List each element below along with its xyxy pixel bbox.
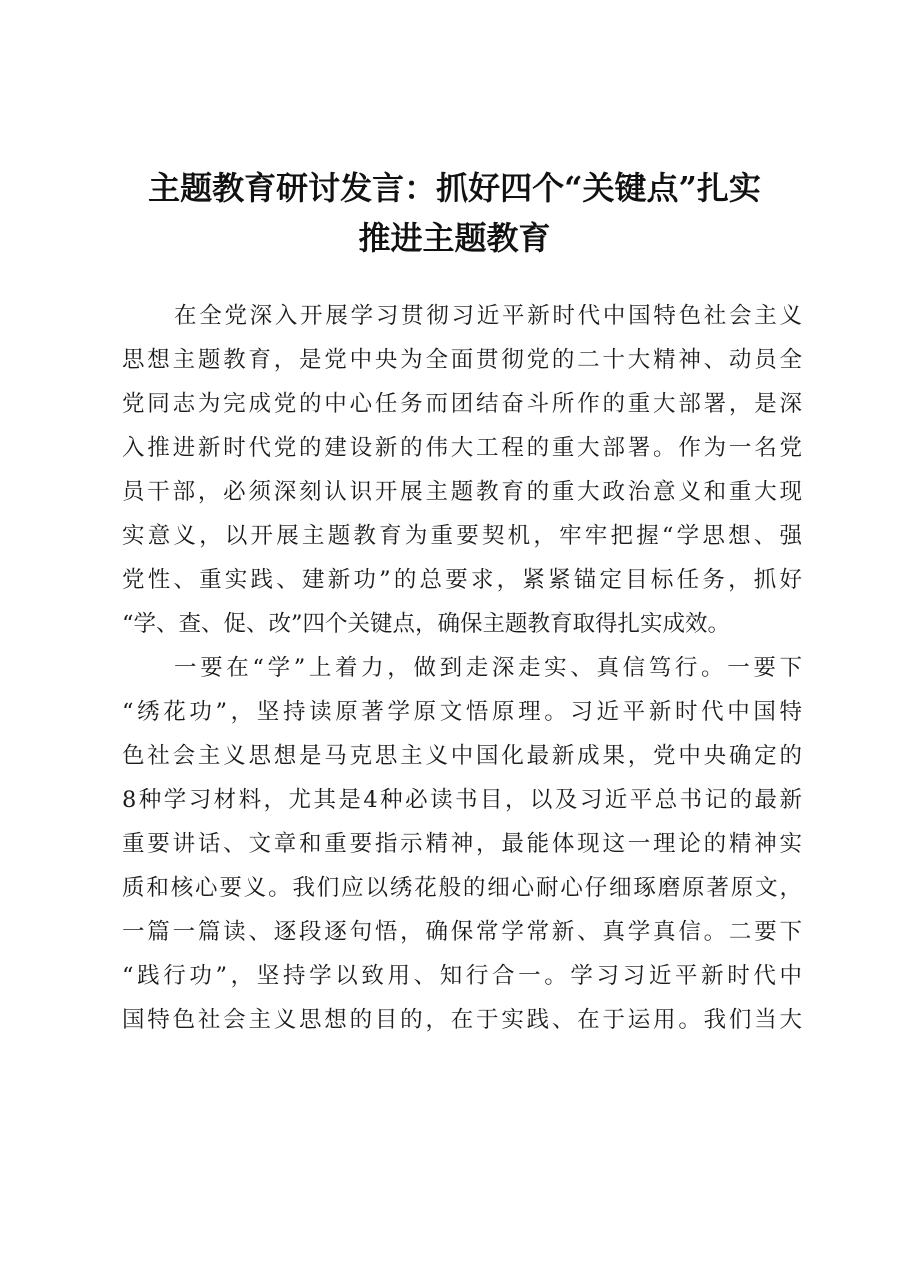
paragraph-1 <box>122 294 802 646</box>
paragraph-line: 党性、重实践、建新功”的总要求，紧紧锚定目标任务，抓好 <box>122 567 802 593</box>
paragraph-2 <box>122 646 802 1042</box>
paragraph-line: 一篇一篇读、逐段逐句悟，确保常学常新、真学真信。二要下 <box>122 919 802 945</box>
paragraph-line: 国特色社会主义思想的目的，在于实践、在于运用。我们当大 <box>122 1007 802 1033</box>
paragraph-line: 入推进新时代党的建设新的伟大工程的重大部署。作为一名党 <box>122 435 802 461</box>
paragraph-line: “践行功”，坚持学以致用、知行合一。学习习近平新时代中 <box>122 963 802 989</box>
document-title-line-1: 主题教育研讨发言：抓好四个“关键点”扎实 <box>148 169 761 207</box>
paragraph-line: “学、查、促、改”四个关键点，确保主题教育取得扎实成效。 <box>122 611 731 637</box>
paragraph-line: 实意义，以开展主题教育为重要契机，牢牢把握“学思想、强 <box>122 523 802 549</box>
paragraph-line: 色社会主义思想是马克思主义中国化最新成果，党中央确定的 <box>122 743 802 769</box>
document-title-line-2: 推进主题教育 <box>358 219 551 257</box>
paragraph-line: 8种学习材料，尤其是4种必读书目，以及习近平总书记的最新 <box>122 787 802 813</box>
paragraph-line: 思想主题教育，是党中央为全面贯彻党的二十大精神、动员全 <box>122 347 802 373</box>
paragraph-line: 员干部，必须深刻认识开展主题教育的重大政治意义和重大现 <box>122 479 802 505</box>
paragraph-line: 质和核心要义。我们应以绣花般的细心耐心仔细琢磨原著原文， <box>122 875 802 901</box>
paragraph-line: 一要在“学”上着力，做到走深走实、真信笃行。一要下 <box>174 655 802 681</box>
paragraph-line: 党同志为完成党的中心任务而团结奋斗所作的重大部署，是深 <box>122 391 802 417</box>
document-body <box>122 294 802 1042</box>
paragraph-line: 在全党深入开展学习贯彻习近平新时代中国特色社会主义 <box>174 303 802 329</box>
paragraph-line: “绣花功”，坚持读原著学原文悟原理。习近平新时代中国特 <box>122 699 802 725</box>
paragraph-line: 重要讲话、文章和重要指示精神，最能体现这一理论的精神实 <box>122 831 802 857</box>
